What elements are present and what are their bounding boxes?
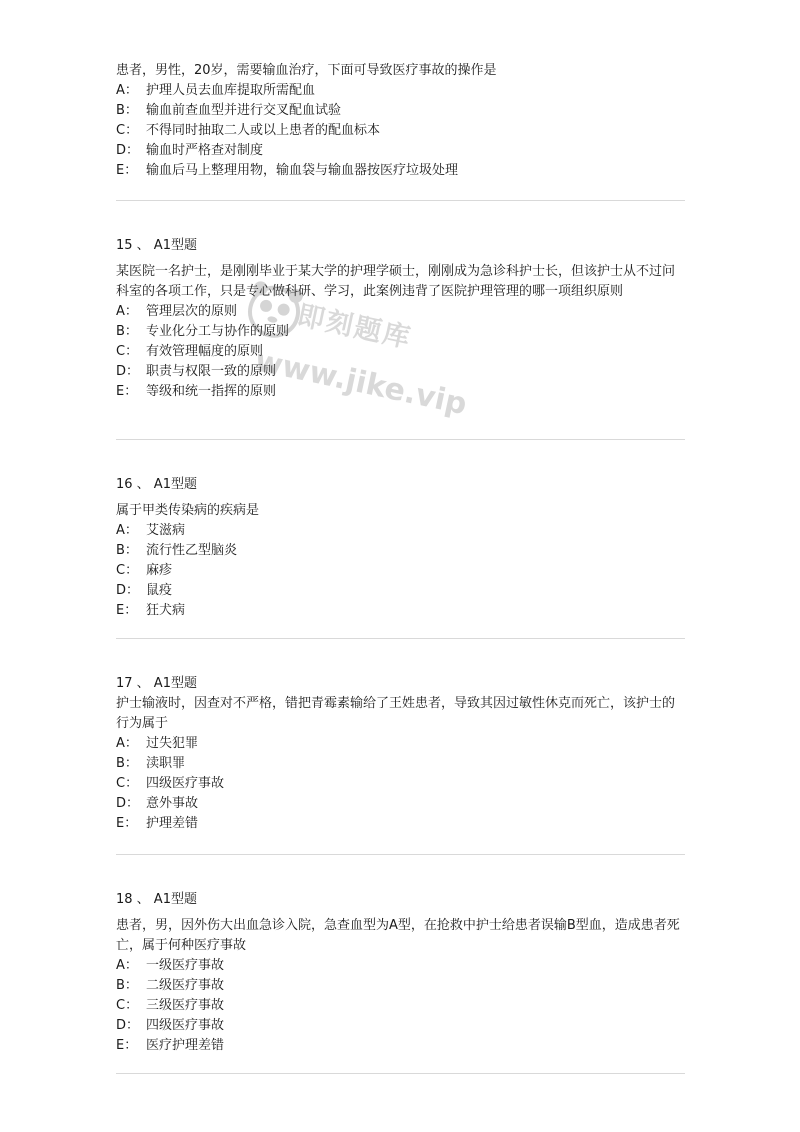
- option-b: [116, 754, 686, 774]
- option-b: [116, 101, 686, 121]
- option-letter: B：: [116, 543, 138, 558]
- option-text: 有效管理幅度的原则: [146, 344, 264, 359]
- option-e: [116, 601, 686, 621]
- option-text: 狂犬病: [146, 603, 186, 618]
- option-text: 麻疹: [146, 563, 173, 578]
- option-d: [116, 794, 686, 814]
- option-d: [116, 362, 686, 382]
- option-b: [116, 541, 686, 561]
- option-a: [116, 734, 686, 754]
- question-14: [116, 61, 686, 181]
- option-text: 输血后马上整理用物，输血袋与输血器按医疗垃圾处理: [146, 163, 459, 178]
- option-letter: C：: [116, 344, 139, 359]
- option-letter: C：: [116, 998, 139, 1013]
- option-letter: B：: [116, 756, 138, 771]
- option-text: 四级医疗事故: [146, 1018, 225, 1033]
- option-text: 职责与权限一致的原则: [146, 364, 277, 379]
- question-stem: 患者，男，因外伤大出血急诊入院，急查血型为A型，在抢救中护士给患者误输B型血，造成患者死亡，属于何种医疗事故: [116, 918, 680, 953]
- option-letter: A：: [116, 958, 138, 973]
- option-e: [116, 1036, 686, 1056]
- question-header: 15 、 A1型题: [116, 238, 197, 253]
- option-letter: A：: [116, 736, 138, 751]
- option-letter: A：: [116, 83, 138, 98]
- divider: [116, 1073, 685, 1074]
- option-text: 过失犯罪: [146, 736, 199, 751]
- option-c: [116, 996, 686, 1016]
- question-header: 18 、 A1型题: [116, 892, 197, 907]
- option-a: [116, 521, 686, 541]
- option-d: [116, 141, 686, 161]
- option-c: [116, 561, 686, 581]
- option-letter: D：: [116, 796, 140, 811]
- option-d: [116, 1016, 686, 1036]
- option-text: 输血时严格查对制度: [146, 143, 264, 158]
- option-letter: D：: [116, 143, 140, 158]
- divider: [116, 200, 685, 201]
- option-text: 护理差错: [146, 816, 199, 831]
- option-text: 不得同时抽取二人或以上患者的配血标本: [146, 123, 381, 138]
- option-a: [116, 956, 686, 976]
- option-letter: E：: [116, 1038, 138, 1053]
- option-text: 输血前查血型并进行交叉配血试验: [146, 103, 342, 118]
- option-text: 二级医疗事故: [146, 978, 225, 993]
- option-letter: E：: [116, 816, 138, 831]
- watermark-title: 即刻题库: [294, 300, 415, 355]
- question-stem: 属于甲类传染病的疾病是: [116, 503, 260, 518]
- option-letter: A：: [116, 304, 138, 319]
- option-letter: C：: [116, 123, 139, 138]
- option-text: 三级医疗事故: [146, 998, 225, 1013]
- question-header: 17 、 A1型题: [116, 676, 197, 691]
- option-text: 医疗护理差错: [146, 1038, 225, 1053]
- option-e: [116, 814, 686, 834]
- question-17: [116, 674, 686, 834]
- option-letter: C：: [116, 776, 139, 791]
- option-a: [116, 81, 686, 101]
- divider: [116, 638, 685, 639]
- option-b: [116, 322, 686, 342]
- option-e: [116, 161, 686, 181]
- option-e: [116, 382, 686, 402]
- option-d: [116, 581, 686, 601]
- option-text: 护理人员去血库提取所需配血: [146, 83, 316, 98]
- option-letter: B：: [116, 324, 138, 339]
- option-text: 鼠疫: [146, 583, 173, 598]
- option-c: [116, 121, 686, 141]
- question-stem: 患者，男性，20岁，需要输血治疗，下面可导致医疗事故的操作是: [116, 63, 497, 78]
- option-text: 艾滋病: [146, 523, 186, 538]
- option-text: 管理层次的原则: [146, 304, 238, 319]
- option-letter: E：: [116, 603, 138, 618]
- option-letter: B：: [116, 978, 138, 993]
- option-text: 一级医疗事故: [146, 958, 225, 973]
- option-letter: B：: [116, 103, 138, 118]
- question-header: 16 、 A1型题: [116, 477, 197, 492]
- option-a: [116, 302, 686, 322]
- option-text: 意外事故: [146, 796, 199, 811]
- question-stem: 护士输液时，因查对不严格，错把青霉素输给了王姓患者，导致其因过敏性休克而死亡，该护士的行为属于: [116, 696, 676, 731]
- option-c: [116, 774, 686, 794]
- option-text: 专业化分工与协作的原则: [146, 324, 290, 339]
- option-letter: D：: [116, 583, 140, 598]
- option-text: 等级和统一指挥的原则: [146, 384, 277, 399]
- option-letter: A：: [116, 523, 138, 538]
- question-stem: 某医院一名护士，是刚刚毕业于某大学的护理学硕士，刚刚成为急诊科护士长，但该护士从不过问科室的各项工作，只是专心做科研、学习，此案例违背了医院护理管理的哪一项组织原则: [116, 264, 676, 299]
- option-c: [116, 342, 686, 362]
- option-text: 渎职罪: [146, 756, 186, 771]
- question-15: [116, 236, 686, 402]
- option-letter: E：: [116, 384, 138, 399]
- option-text: 四级医疗事故: [146, 776, 225, 791]
- option-letter: D：: [116, 1018, 140, 1033]
- watermark-url: www.jike.vip: [251, 343, 470, 423]
- option-letter: E：: [116, 163, 138, 178]
- question-18: [116, 890, 686, 1056]
- option-letter: D：: [116, 364, 140, 379]
- divider: [116, 439, 685, 440]
- option-letter: C：: [116, 563, 139, 578]
- divider: [116, 854, 685, 855]
- option-text: 流行性乙型脑炎: [146, 543, 238, 558]
- question-16: [116, 475, 686, 621]
- option-b: [116, 976, 686, 996]
